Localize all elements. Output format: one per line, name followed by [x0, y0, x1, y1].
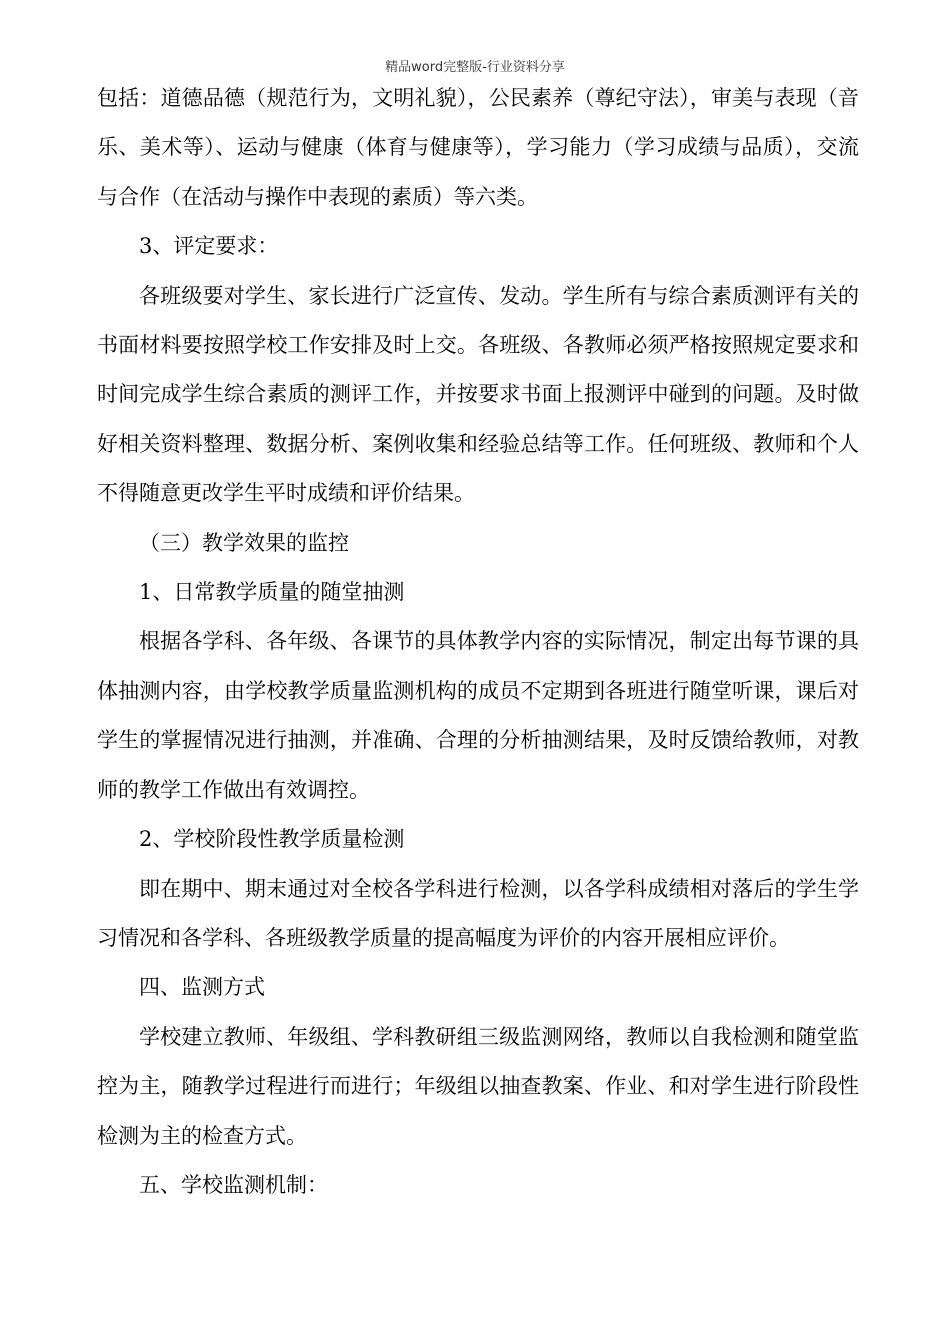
- heading-teaching-effect-monitoring: （三）教学效果的监控: [139, 530, 349, 555]
- heading-daily-spot-check: 1、日常教学质量的随堂抽测: [139, 580, 405, 605]
- page-header: 精品word完整版-行业资料分享: [385, 60, 565, 75]
- paragraph-periodic-quality-test: 即在期中、期末通过对全校各学科进行检测，以各学科成绩相对落后的学生学习情况和各学科、各班级教学质量的提高幅度为评价的内容开展相应评价。: [97, 876, 859, 950]
- heading-periodic-quality-test: 2、学校阶段性教学质量检测: [139, 827, 405, 852]
- heading-monitoring-methods: 四、监测方式: [139, 975, 265, 1000]
- heading-school-monitoring-mechanism: 五、学校监测机制：: [139, 1172, 328, 1197]
- paragraph-monitoring-methods: 学校建立教师、年级组、学科教研组三级监测网络，教师以自我检测和随堂监控为主，随教学过程进行而进行；年级组以抽查教案、作业、和对学生进行阶段性检测为主的检查方式。: [97, 1024, 859, 1148]
- document-body: [97, 74, 859, 1210]
- paragraph-evaluation-categories: 包括：道德品德（规范行为，文明礼貌），公民素养（尊纪守法），审美与表现（音乐、美术等）、运动与健康（体育与健康等），学习能力（学习成绩与品质），交流与合作（在活动与操作中表现的素质）等六类。: [97, 86, 859, 209]
- paragraph-daily-spot-check: 根据各学科、各年级、各课节的具体教学内容的实际情况，制定出每节课的具体抽测内容，由学校教学质量监测机构的成员不定期到各班进行随堂听课，课后对学生的掌握情况进行抽测，并准确、合理的分析抽测结果，及时反馈给教师，对教师的教学工作做出有效调控。: [97, 629, 859, 802]
- paragraph-evaluation-requirements: 各班级要对学生、家长进行广泛宣传、发动。学生所有与综合素质测评有关的书面材料要按照学校工作安排及时上交。各班级、各教师必须严格按照规定要求和时间完成学生综合素质的测评工作，并按要求书面上报测评中碰到的问题。及时做好相关资料整理、数据分析、案例收集和经验总结等工作。任何班级、教师和个人不得随意更改学生平时成绩和评价结果。: [97, 283, 859, 506]
- heading-evaluation-requirements: 3、评定要求：: [139, 234, 279, 259]
